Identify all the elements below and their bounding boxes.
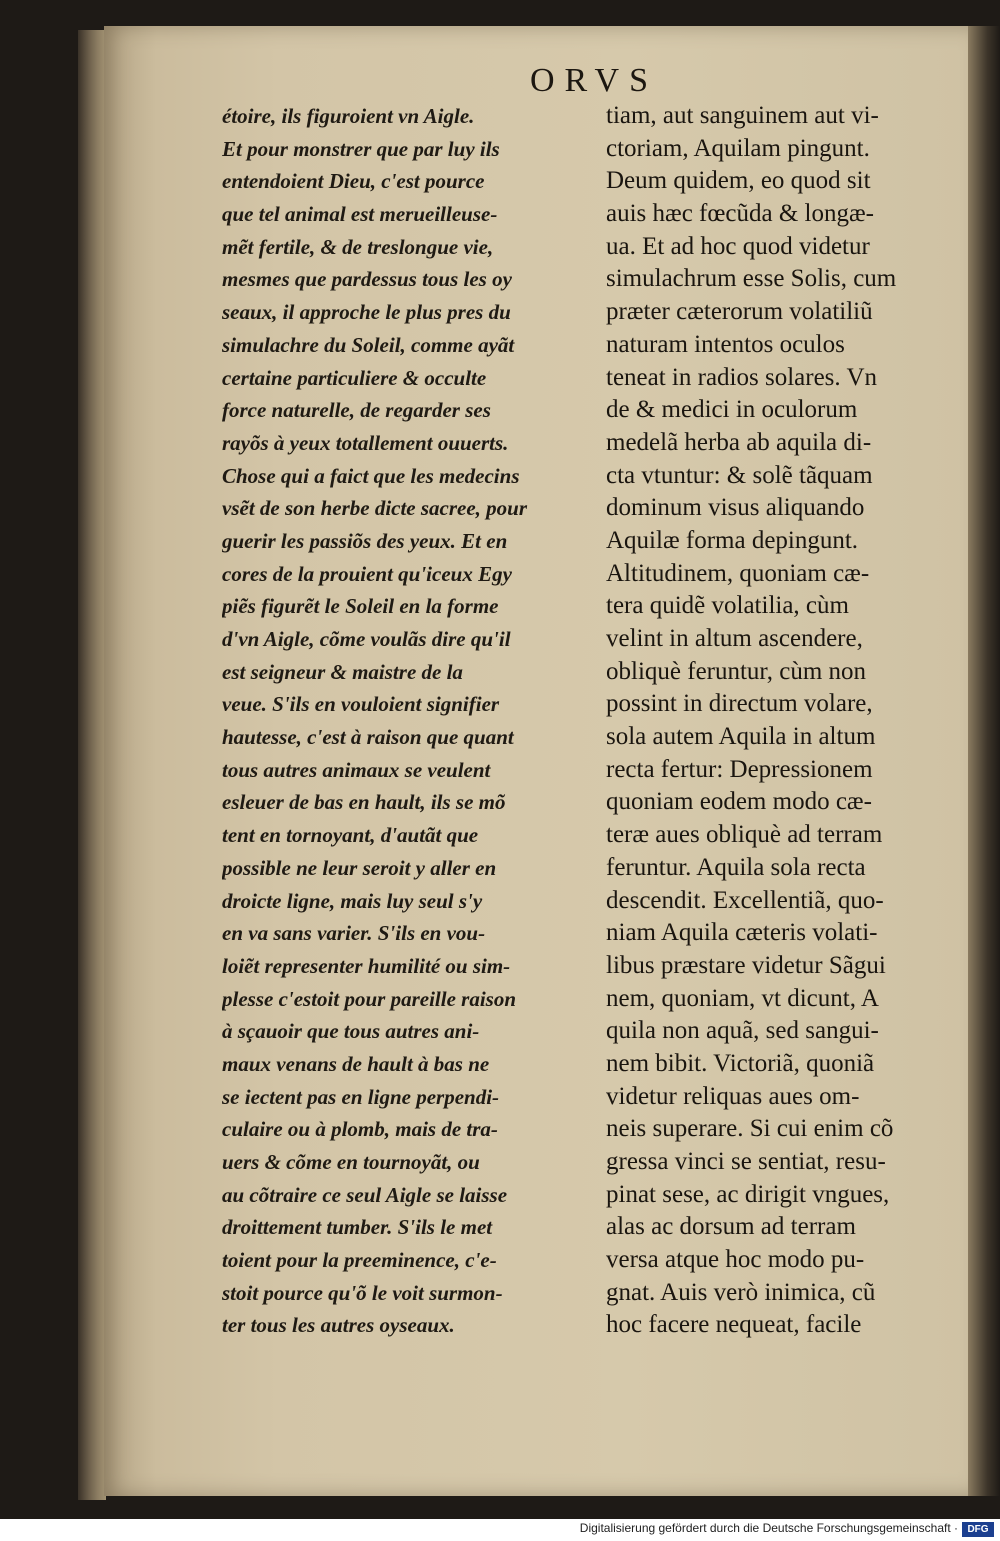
latin-text-line: recta fertur: Depressionem [606, 755, 873, 783]
french-text-line: piẽs figurẽt le Soleil en la forme [222, 594, 499, 619]
latin-text-line: nem, quoniam, vt dicunt, A [606, 984, 879, 1012]
latin-text-line: tera quidẽ volatilia, cùm [606, 592, 849, 620]
french-text-line: esleuer de bas en hault, ils se mõ [222, 790, 506, 815]
french-text-line: est seigneur & maistre de la [222, 659, 463, 684]
french-text-line: tous autres animaux se veulent [222, 757, 491, 782]
latin-text-line: possint in directum volare, [606, 690, 873, 718]
french-text-line: possible ne leur seroit y aller en [222, 855, 497, 880]
french-text-line: uers & cõme en tournoyãt, ou [222, 1150, 480, 1174]
latin-text-line: naturam intentos oculos [606, 330, 845, 358]
latin-text-line: alas ac dorsum ad terram [606, 1213, 856, 1241]
french-text-line: ter tous les autres oyseaux. [222, 1313, 455, 1338]
french-text-line: plesse c'estoit pour pareille raison [222, 986, 516, 1011]
french-text-line: à sçauoir que tous autres ani- [222, 1019, 480, 1044]
latin-text-line: ua. Et ad hoc quod videtur [606, 232, 870, 260]
latin-text-line: teneat in radios solares. Vn [606, 363, 877, 391]
latin-text-line: videtur reliquas aues om- [606, 1082, 860, 1110]
latin-text-line: feruntur. Aquila sola recta [606, 853, 866, 881]
latin-text-line: libus præstare videtur Sãgui [606, 951, 886, 979]
french-text-line: veue. S'ils en vouloient signifier [222, 692, 500, 717]
latin-text-line: teræ aues obliquè ad terram [606, 821, 883, 849]
french-text-line: d'vn Aigle, cõme voulãs dire qu'il [222, 627, 511, 651]
latin-text-line: hoc facere nequeat, facile [606, 1311, 862, 1339]
latin-text-line: auis hæc fœcũda & longæ- [606, 200, 875, 228]
french-text-line: vsẽt de son herbe dicte sacree, pour [222, 496, 528, 521]
french-text-line: étoire, ils figuroient vn Aigle. [222, 104, 475, 128]
latin-text-line: gressa vinci se sentiat, resu- [606, 1148, 886, 1175]
dfg-logo: DFG [962, 1522, 994, 1537]
latin-text-line: gnat. Auis verò inimica, cũ [606, 1278, 876, 1306]
latin-text-line: neis superare. Si cui enim cõ [606, 1115, 894, 1143]
page-edge [78, 30, 106, 1500]
latin-text-line: Aquilæ forma depingunt. [606, 526, 859, 554]
french-text-line: en va sans varier. S'ils en vou- [222, 921, 486, 946]
latin-text-line: ctoriam, Aquilam pingunt. [606, 134, 870, 162]
french-text-line: force naturelle, de regarder ses [222, 398, 491, 423]
latin-text-line: niam Aquila cæteris volati- [606, 919, 878, 947]
french-text-line: tent en tornoyant, d'autãt que [222, 823, 479, 848]
latin-text-line: pinat sese, ac dirigit vngues, [606, 1180, 890, 1208]
french-text-line: maux venans de hault à bas ne [222, 1051, 490, 1076]
latin-text-line: Altitudinem, quoniam cæ- [606, 559, 870, 587]
french-text-line: simulachre du Soleil, comme ayãt [222, 332, 515, 357]
french-text-line: Chose qui a faict que les medecins [222, 463, 520, 488]
french-text-line: droicte ligne, mais luy seul s'y [222, 888, 483, 913]
french-text-line: guerir les passiõs des yeux. Et en [222, 528, 508, 553]
french-text-line: hautesse, c'est à raison que quant [222, 725, 514, 750]
latin-text-line: de & medici in oculorum [606, 396, 858, 424]
french-text-line: rayõs à yeux totallement ouuerts. [222, 430, 509, 455]
latin-text-line: simulachrum esse Solis, cum [606, 265, 897, 293]
latin-text-line: nem bibit. Victoriã, quoniã [606, 1049, 875, 1077]
funding-credit: Digitalisierung gefördert durch die Deutsche Forschungsgemeinschaft · [579, 1521, 958, 1535]
latin-text-line: Deum quidem, eo quod sit [606, 167, 871, 195]
french-text-line: se iectent pas en ligne perpendi- [222, 1084, 500, 1109]
french-text-line: certaine particuliere & occulte [222, 365, 487, 390]
latin-text-line: obliquè feruntur, cùm non [606, 657, 867, 685]
footer-bar [0, 1519, 1000, 1541]
french-text-line: mẽt fertile, & de treslongue vie, [222, 234, 494, 259]
french-text-line: Et pour monstrer que par luy ils [222, 136, 500, 161]
latin-text-line: præter cæterorum volatiliũ [606, 298, 873, 326]
french-text-line: que tel animal est merueilleuse- [222, 202, 498, 227]
french-text-line: stoit pource qu'õ le voit surmon- [222, 1280, 503, 1305]
french-text-line: seaux, il approche le plus pres du [222, 300, 511, 325]
french-text-line: cores de la prouient qu'iceux Egy [222, 561, 512, 586]
french-text-column [222, 100, 594, 1360]
french-text-line: toient pour la preeminence, c'e- [222, 1248, 497, 1273]
french-text-line: entendoient Dieu, c'est pource [222, 169, 485, 194]
gutter-shadow [968, 26, 1000, 1496]
french-text-line: mesmes que pardessus tous les oy [222, 267, 512, 292]
french-text-line: droittement tumber. S'ils le met [222, 1215, 493, 1240]
french-text-line: au cõtraire ce seul Aigle se laisse [222, 1182, 508, 1207]
latin-text-line: tiam, aut sanguinem aut vi- [606, 102, 879, 129]
latin-text-line: descendit. Excellentiã, quo- [606, 886, 884, 914]
latin-text-column [606, 100, 968, 1360]
running-head: ORVS [530, 62, 658, 99]
latin-text-line: dominum visus aliquando [606, 494, 865, 522]
latin-text-line: medelã herba ab aquila di- [606, 428, 872, 456]
latin-text-line: quila non aquã, sed sangui- [606, 1017, 879, 1045]
french-text-line: culaire ou à plomb, mais de tra- [222, 1117, 498, 1142]
latin-text-line: cta vtuntur: & solẽ tãquam [606, 461, 873, 489]
latin-text-line: sola autem Aquila in altum [606, 723, 876, 751]
french-text-line: loiẽt representer humilité ou sim- [222, 953, 511, 978]
latin-text-line: versa atque hoc modo pu- [606, 1246, 865, 1274]
latin-text-line: quoniam eodem modo cæ- [606, 788, 872, 816]
latin-text-line: velint in altum ascendere, [606, 625, 863, 652]
